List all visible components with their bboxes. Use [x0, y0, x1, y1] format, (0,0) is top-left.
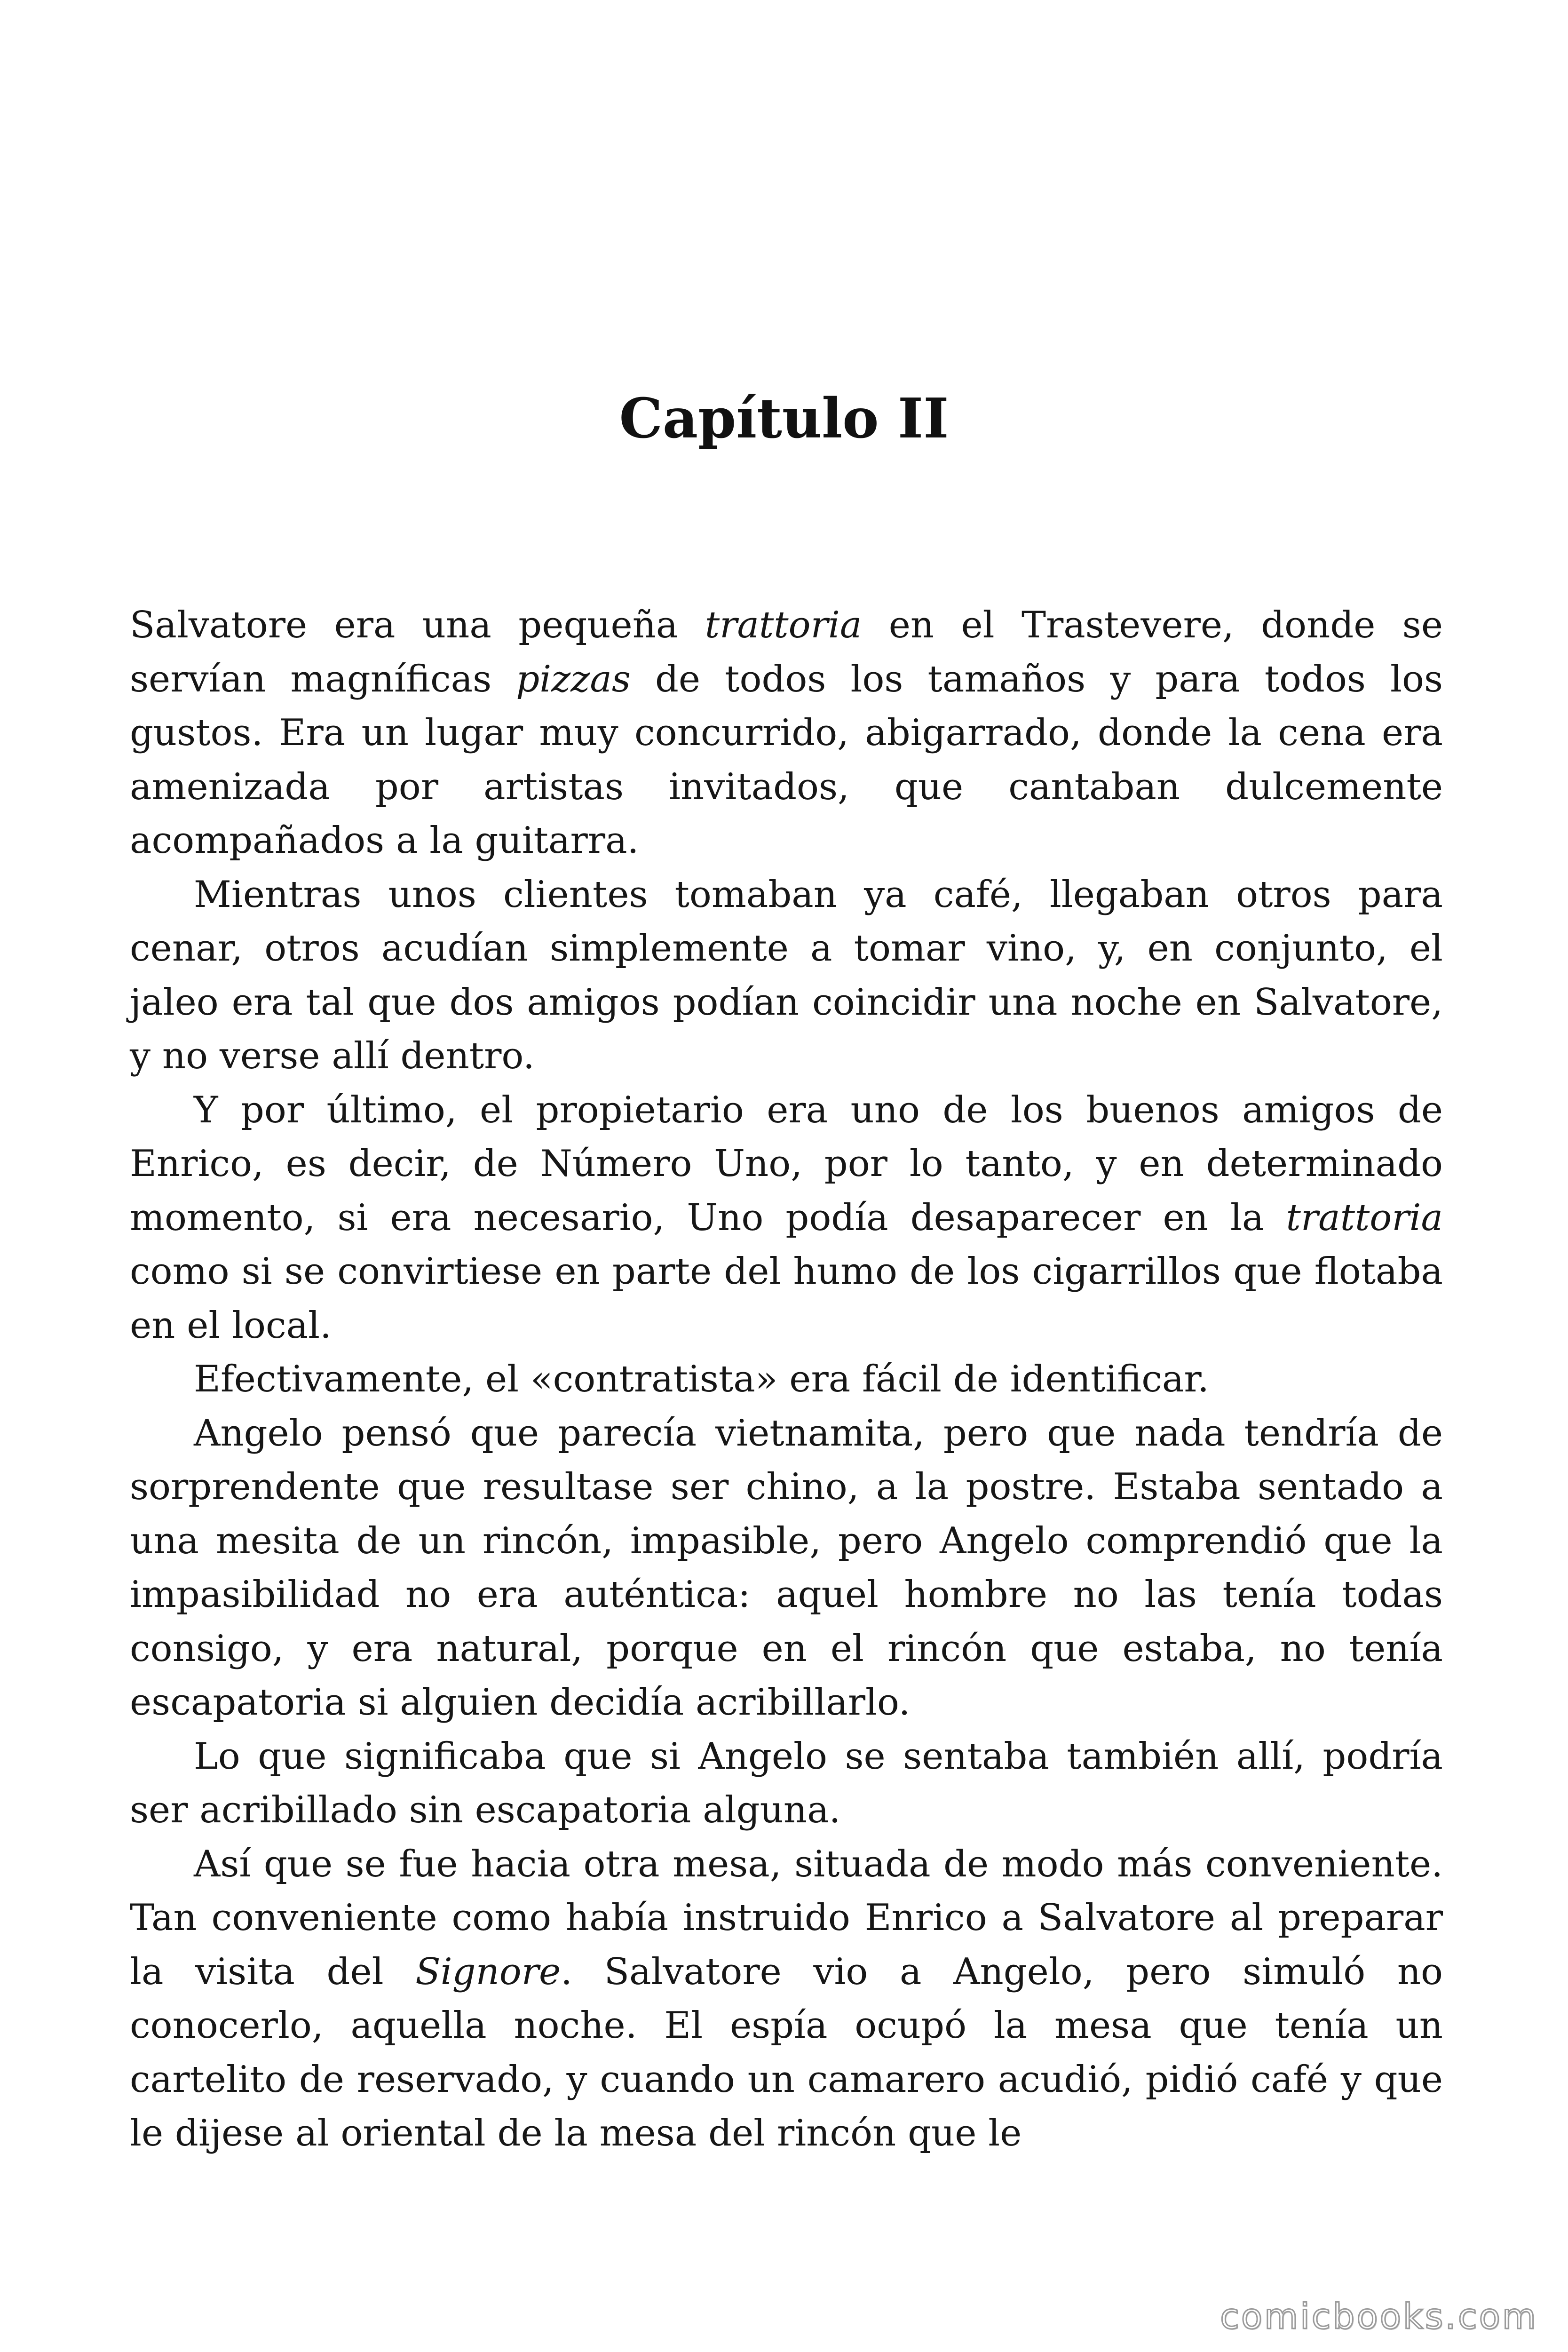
paragraph: [130, 1837, 1443, 2161]
text-segment: Angelo pensó que parecía vietnamita, pero que nada tendría de sorprendente que resultase ser chino, a la postre. Estaba sentado a una mesita de un rincón, impasible, pero Angelo comprendió que la impasibilidad no era auténtica: aquel hombre no las tenía todas consigo, y era natural, porque en el rincón que estaba, no tenía escapatoria si alguien decidía acribillarlo.: [130, 1412, 1443, 1724]
italic-segment: trattoria: [705, 604, 862, 646]
paragraph: [130, 1406, 1443, 1730]
text-segment: de todos los tamaños y para todos los gustos. Era un lugar muy concurrido, abigarrado, donde la cena era amenizada por artistas invitados, que cantaban dulcemente acompañados a la guitarra.: [130, 658, 1443, 862]
chapter-title: Capítulo II: [619, 387, 949, 451]
text-segment: en el Trastevere, donde se servían magníficas: [130, 604, 1443, 700]
text-segment: Y por último, el propietario era uno de los buenos amigos de Enrico, es decir, de Número Uno, por lo tanto, y en determinado momento, si era necesario, Uno podía desaparecer en la: [130, 1089, 1443, 1239]
text-segment: Efectivamente, el «contratista» era fácil de identificar.: [194, 1358, 1209, 1400]
italic-segment: Signore: [415, 1950, 561, 1993]
text-segment: Así que se fue hacia otra mesa, situada de modo más conveniente. Tan conveniente como había instruido Enrico a Salvatore al preparar la visita del: [130, 1843, 1443, 1993]
text-segment: Lo que significaba que si Angelo se sentaba también allí, podría ser acribillado sin escapatoria alguna.: [130, 1735, 1443, 1831]
paragraph: [130, 1083, 1443, 1353]
text-segment: como si se convirtiese en parte del humo de los cigarrillos que flotaba en el local.: [130, 1250, 1443, 1347]
paragraph: [130, 1730, 1443, 1837]
text-segment: . Salvatore vio a Angelo, pero simuló no conocerlo, aquella noche. El espía ocupó la mesa que tenía un cartelito de reservado, y cuando un camarero acudió, pidió café y que le dijese al oriental de la mesa del rincón que le: [130, 1950, 1443, 2154]
text-segment: Mientras unos clientes tomaban ya café, llegaban otros para cenar, otros acudían simplemente a tomar vino, y, en conjunto, el jaleo era tal que dos amigos podían coincidir una noche en Salvatore, y no verse allí dentro.: [130, 873, 1443, 1077]
text-segment: Salvatore era una pequeña: [130, 604, 705, 646]
italic-segment: pizzas: [516, 658, 631, 700]
italic-segment: trattoria: [1286, 1196, 1443, 1239]
paragraph: [130, 868, 1443, 1083]
paragraph: [130, 598, 1443, 868]
watermark: comicbooks.com: [1220, 2296, 1538, 2337]
body-text: [130, 598, 1443, 2161]
paragraph: [130, 1352, 1443, 1406]
